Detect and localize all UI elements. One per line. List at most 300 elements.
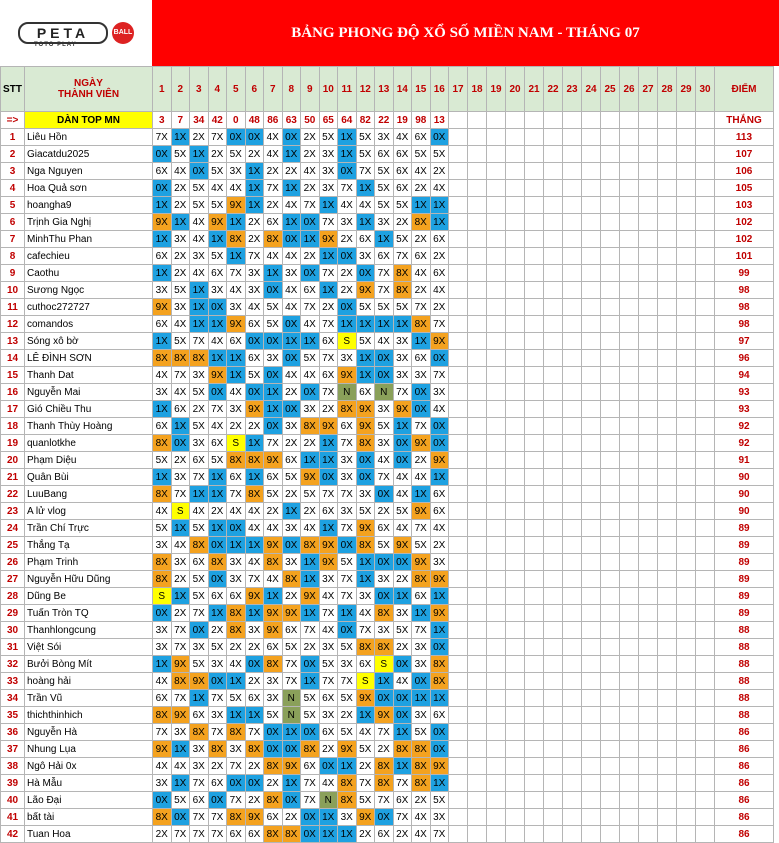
result-cell: 8X [375,639,394,656]
empty-cell [639,486,658,503]
result-cell: 8X [208,554,227,571]
result-cell: 4X [338,197,357,214]
table-row [1,299,774,316]
row-points: 97 [715,333,774,350]
empty-cell [677,622,696,639]
empty-cell [506,826,525,843]
empty-cell [487,775,506,792]
result-cell: 1X [153,197,172,214]
result-cell: 2X [264,775,283,792]
result-cell: 1X [153,265,172,282]
result-cell: 6X [264,639,283,656]
member-name: Gió Chiều Thu [25,401,153,418]
result-cell: 0X [208,571,227,588]
result-cell: 1X [412,486,431,503]
empty-cell [696,605,715,622]
result-cell: 2X [245,792,264,809]
result-cell: 4X [208,180,227,197]
result-cell: 2X [301,180,320,197]
empty-cell [658,129,677,146]
empty-cell [506,146,525,163]
result-cell: 6X [153,163,172,180]
row-points: 92 [715,418,774,435]
empty-cell [449,537,468,554]
empty-cell [677,418,696,435]
empty-cell [487,639,506,656]
result-cell: 7X [375,792,394,809]
empty-cell [563,265,582,282]
row-points: 102 [715,231,774,248]
table-row [1,180,774,197]
empty-cell [468,146,487,163]
empty-cell [639,622,658,639]
result-cell: 4X [393,520,412,537]
row-points: 86 [715,724,774,741]
result-cell: 6X [227,469,246,486]
result-cell: 8X [356,537,375,554]
result-cell: 6X [375,520,394,537]
top-result-cell [639,112,658,129]
empty-cell [601,741,620,758]
empty-cell [658,792,677,809]
result-cell: 8X [245,741,264,758]
top-result-cell: 63 [282,112,301,129]
result-cell: 6X [282,622,301,639]
result-cell: 9X [245,401,264,418]
result-cell: 5X [171,792,190,809]
empty-cell [677,469,696,486]
result-cell: 3X [393,350,412,367]
empty-cell [677,350,696,367]
row-points: 99 [715,265,774,282]
empty-cell [525,537,544,554]
result-cell: N [338,384,357,401]
empty-cell [544,707,563,724]
result-cell: 0X [356,452,375,469]
empty-cell [544,197,563,214]
row-points: 93 [715,401,774,418]
empty-cell [639,639,658,656]
result-cell: 0X [208,673,227,690]
result-cell: 4X [171,163,190,180]
result-cell: 9X [153,741,172,758]
empty-cell [544,758,563,775]
member-name: Tuan Hoa [25,826,153,843]
member-name: Hà Mẫu [25,775,153,792]
result-cell: 1X [282,180,301,197]
result-cell: 5X [393,231,412,248]
empty-cell [544,656,563,673]
result-cell: 0X [301,384,320,401]
empty-cell [487,707,506,724]
empty-cell [658,503,677,520]
row-points: 91 [715,452,774,469]
result-cell: 8X [412,316,431,333]
result-cell: 8X [301,741,320,758]
result-cell: 1X [301,452,320,469]
empty-cell [658,775,677,792]
empty-cell [449,299,468,316]
empty-cell [544,503,563,520]
result-cell: 0X [375,690,394,707]
result-cell: 7X [319,384,338,401]
result-cell: 1X [153,656,172,673]
empty-cell [582,758,601,775]
row-stt: 9 [1,265,25,282]
result-cell: 3X [412,707,431,724]
row-stt: 31 [1,639,25,656]
empty-cell [563,469,582,486]
member-name: LuuBang [25,486,153,503]
empty-cell [563,537,582,554]
result-cell: 7X [208,129,227,146]
empty-cell [677,180,696,197]
empty-cell [506,571,525,588]
result-cell: 0X [264,367,283,384]
empty-cell [677,656,696,673]
empty-cell [582,707,601,724]
result-cell: 0X [190,163,209,180]
result-cell: 8X [208,741,227,758]
result-cell: 1X [393,758,412,775]
empty-cell [639,248,658,265]
result-cell: 8X [227,724,246,741]
empty-cell [487,605,506,622]
empty-cell [582,656,601,673]
table-row [1,469,774,486]
empty-cell [506,367,525,384]
empty-cell [639,707,658,724]
result-cell: 3X [338,452,357,469]
result-cell: 0X [393,554,412,571]
empty-cell [601,486,620,503]
empty-cell [449,520,468,537]
row-points: 89 [715,537,774,554]
header-day: 11 [338,67,357,112]
row-points: 93 [715,384,774,401]
empty-cell [544,282,563,299]
result-cell: 4X [356,724,375,741]
top-result-cell: 22 [375,112,394,129]
empty-cell [658,350,677,367]
empty-cell [658,622,677,639]
table-row [1,401,774,418]
empty-cell [601,826,620,843]
result-cell: 2X [245,673,264,690]
result-cell: 9X [356,418,375,435]
result-cell: 7X [430,367,449,384]
result-cell: 6X [227,588,246,605]
result-cell: 5X [208,163,227,180]
result-cell: 1X [338,758,357,775]
empty-cell [696,826,715,843]
member-name: Việt Sói [25,639,153,656]
empty-cell [658,707,677,724]
empty-cell [487,180,506,197]
result-cell: 4X [245,299,264,316]
empty-cell [677,775,696,792]
table-row [1,503,774,520]
empty-cell [639,588,658,605]
empty-cell [620,248,639,265]
results-table [0,66,774,843]
table-row [1,384,774,401]
result-cell: 0X [245,333,264,350]
result-cell: 0X [375,554,394,571]
empty-cell [506,129,525,146]
row-stt: 18 [1,418,25,435]
result-cell: 2X [375,741,394,758]
result-cell: 7X [338,588,357,605]
row-points: 90 [715,469,774,486]
empty-cell [449,826,468,843]
result-cell: 3X [338,469,357,486]
empty-cell [639,452,658,469]
empty-cell [506,231,525,248]
empty-cell [544,401,563,418]
member-name: Hoa Quả sơn [25,180,153,197]
empty-cell [468,758,487,775]
result-cell: 2X [393,639,412,656]
empty-cell [601,180,620,197]
table-row [1,197,774,214]
empty-cell [563,384,582,401]
empty-cell [468,656,487,673]
empty-cell [544,673,563,690]
table-row [1,826,774,843]
empty-cell [563,180,582,197]
result-cell: 7X [430,316,449,333]
empty-cell [449,486,468,503]
empty-cell [639,605,658,622]
result-cell: 3X [430,384,449,401]
result-cell: 7X [190,469,209,486]
result-cell: 8X [375,758,394,775]
empty-cell [544,469,563,486]
row-points: 103 [715,197,774,214]
result-cell: 7X [412,418,431,435]
result-cell: 6X [356,384,375,401]
row-stt: 15 [1,367,25,384]
result-cell: 0X [338,299,357,316]
table-row [1,707,774,724]
empty-cell [468,707,487,724]
result-cell: 0X [245,656,264,673]
result-cell: 5X [356,129,375,146]
empty-cell [449,469,468,486]
empty-cell [582,520,601,537]
table-row [1,265,774,282]
row-points: 86 [715,792,774,809]
result-cell: 6X [153,316,172,333]
empty-cell [449,248,468,265]
empty-cell [658,146,677,163]
result-cell: 1X [171,520,190,537]
empty-cell [506,537,525,554]
result-cell: 0X [301,656,320,673]
empty-cell [620,214,639,231]
empty-cell [582,333,601,350]
result-cell: 4X [190,265,209,282]
empty-cell [525,384,544,401]
top-result-cell [620,112,639,129]
result-cell: 5X [190,571,209,588]
result-cell: 8X [264,826,283,843]
result-cell: 3X [412,656,431,673]
result-cell: 4X [430,401,449,418]
result-cell: 3X [190,435,209,452]
result-cell: 3X [319,707,338,724]
result-cell: 8X [227,622,246,639]
empty-cell [449,163,468,180]
empty-cell [696,537,715,554]
empty-cell [639,758,658,775]
header-day: 17 [449,67,468,112]
result-cell: 5X [319,656,338,673]
empty-cell [601,588,620,605]
empty-cell [639,741,658,758]
result-cell: 3X [227,163,246,180]
empty-cell [639,469,658,486]
result-cell: 5X [356,792,375,809]
empty-cell [677,248,696,265]
empty-cell [601,792,620,809]
result-cell: 7X [375,265,394,282]
result-cell: 2X [356,826,375,843]
result-cell: 2X [282,486,301,503]
result-cell: 5X [227,690,246,707]
result-cell: 1X [375,231,394,248]
top-result-cell: 34 [190,112,209,129]
result-cell: 4X [301,163,320,180]
result-cell: 2X [171,571,190,588]
empty-cell [544,384,563,401]
empty-cell [449,316,468,333]
result-cell: 7X [227,486,246,503]
empty-cell [487,758,506,775]
result-cell: 3X [338,809,357,826]
result-cell: 4X [301,316,320,333]
empty-cell [563,826,582,843]
result-cell: 1X [282,503,301,520]
result-cell: 4X [393,129,412,146]
result-cell: 8X [430,656,449,673]
empty-cell [601,146,620,163]
result-cell: 0X [208,384,227,401]
result-cell: 1X [245,469,264,486]
empty-cell [677,520,696,537]
result-cell: 5X [412,146,431,163]
empty-cell [696,384,715,401]
empty-cell [487,418,506,435]
row-stt: 38 [1,758,25,775]
result-cell: 1X [227,350,246,367]
row-points: 106 [715,163,774,180]
empty-cell [563,571,582,588]
result-cell: 1X [264,384,283,401]
empty-cell [544,605,563,622]
result-cell: 4X [153,367,172,384]
empty-cell [658,197,677,214]
empty-cell [449,418,468,435]
empty-cell [620,333,639,350]
empty-cell [582,741,601,758]
empty-cell [677,146,696,163]
result-cell: 7X [319,265,338,282]
empty-cell [677,129,696,146]
result-cell: 1X [319,826,338,843]
member-name: Bưởi Bòng Mít [25,656,153,673]
result-cell: 0X [282,741,301,758]
result-cell: 1X [430,588,449,605]
result-cell: 3X [153,622,172,639]
empty-cell [658,486,677,503]
table-row [1,741,774,758]
empty-cell [620,486,639,503]
empty-cell [487,792,506,809]
empty-cell [563,673,582,690]
result-cell: 1X [393,588,412,605]
peta-logo [0,0,153,66]
result-cell: S [356,673,375,690]
empty-cell [601,605,620,622]
empty-cell [544,248,563,265]
result-cell: 6X [393,792,412,809]
result-cell: 7X [190,333,209,350]
empty-cell [468,129,487,146]
result-cell: 3X [153,639,172,656]
result-cell: 0X [282,792,301,809]
empty-cell [468,163,487,180]
table-row [1,605,774,622]
empty-cell [620,163,639,180]
header-day: 20 [506,67,525,112]
result-cell: 1X [153,333,172,350]
top-result-cell: 42 [208,112,227,129]
empty-cell [468,520,487,537]
member-name: cuthoc272727 [25,299,153,316]
result-cell: 3X [301,401,320,418]
result-cell: 3X [356,486,375,503]
result-cell: 1X [301,605,320,622]
result-cell: 1X [338,129,357,146]
result-cell: 7X [319,673,338,690]
header-member [25,67,153,112]
result-cell: 2X [430,537,449,554]
empty-cell [582,214,601,231]
result-cell: 2X [208,146,227,163]
empty-cell [544,435,563,452]
result-cell: 4X [282,367,301,384]
empty-cell [620,418,639,435]
empty-cell [620,571,639,588]
result-cell: 6X [412,350,431,367]
result-cell: 3X [264,690,283,707]
header-day: 22 [544,67,563,112]
empty-cell [677,299,696,316]
result-cell: 1X [264,265,283,282]
empty-cell [525,639,544,656]
result-cell: 5X [190,180,209,197]
empty-cell [582,469,601,486]
row-points: 98 [715,282,774,299]
logo-text: PETA [18,22,108,44]
header-day: 15 [412,67,431,112]
result-cell: 0X [393,707,412,724]
result-cell: 0X [264,333,283,350]
result-cell: 1X [190,299,209,316]
empty-cell [487,231,506,248]
